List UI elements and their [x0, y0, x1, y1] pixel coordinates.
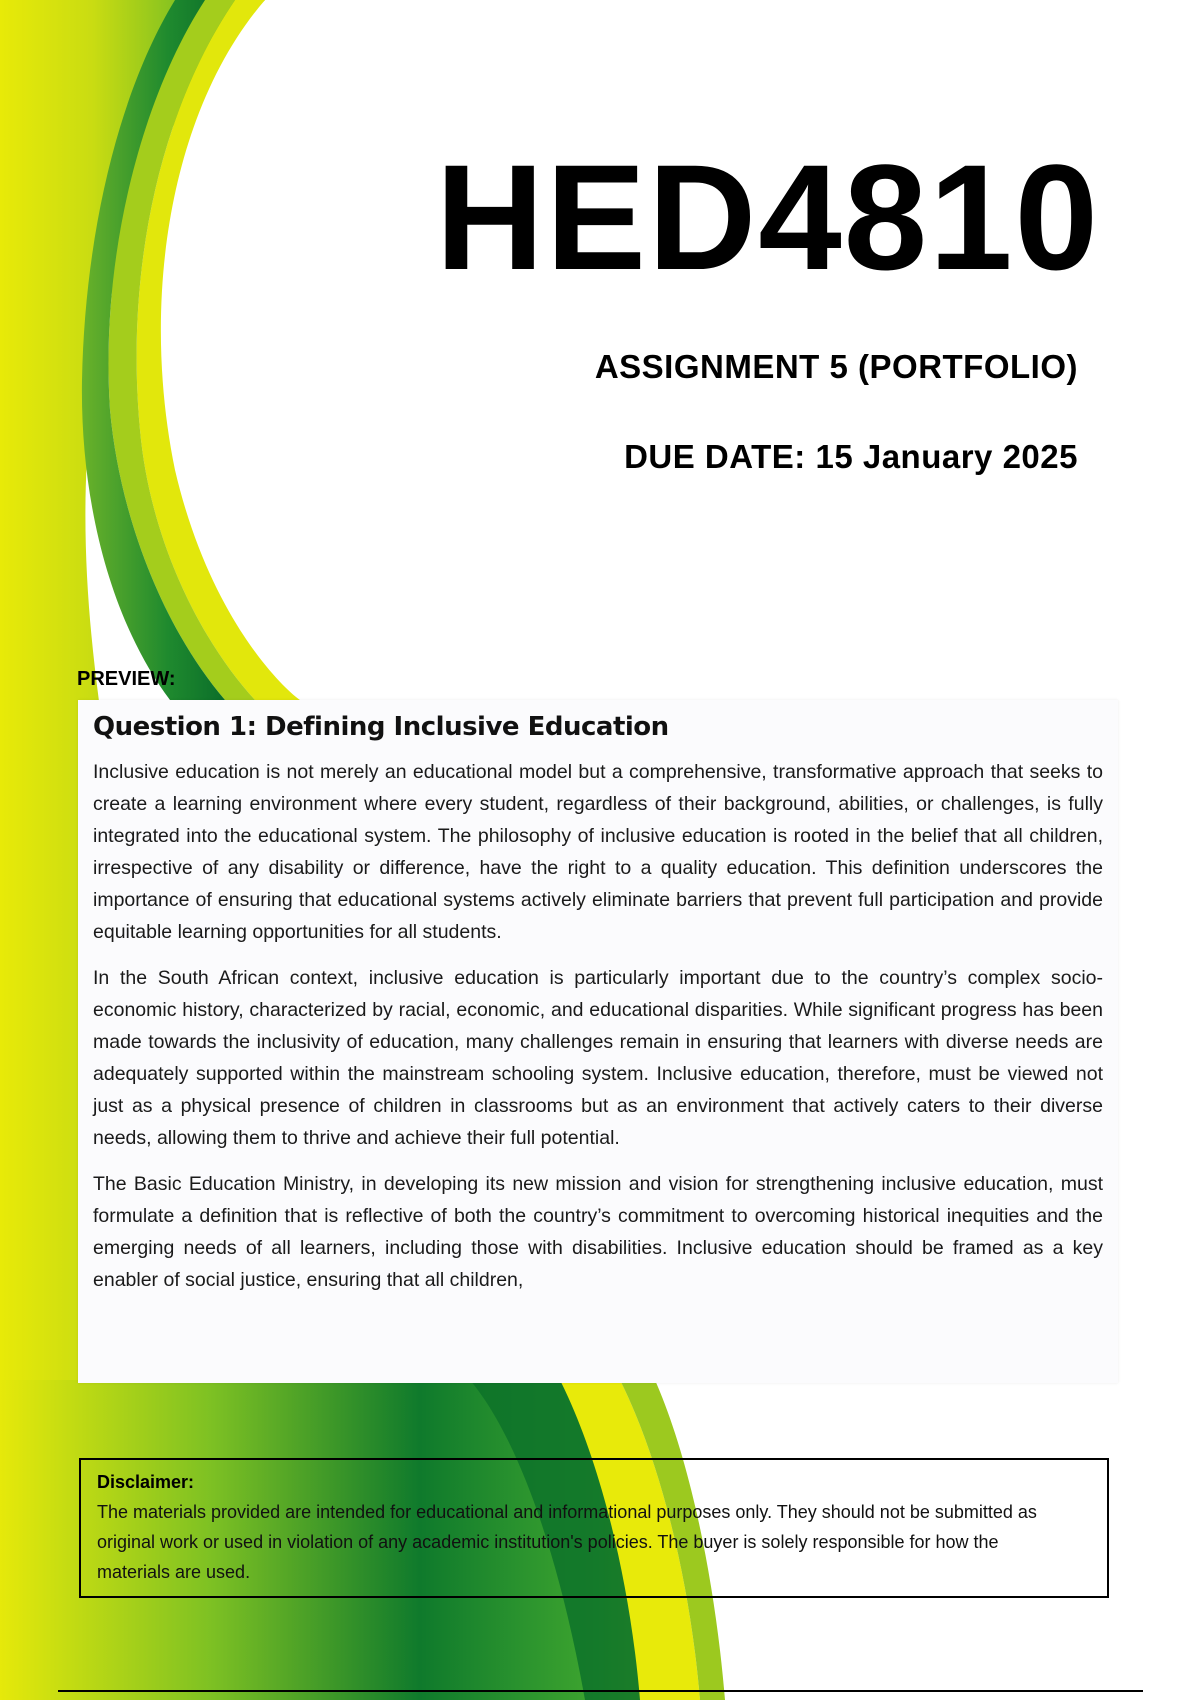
preview-fade-overlay [78, 1355, 1118, 1383]
preview-paragraph-1: Inclusive education is not merely an educational model but a comprehensive, transformative approach that seeks to create a learning environment where every student, regardless of their background, abilities, or challenges, is fully integrated into the educational system. The philosophy of inclusive education is rooted in the belief that all children, irrespective of any disability or difference, have the right to a quality education. This definition underscores the importance of ensuring that educational systems actively eliminate barriers that prevent full participation and provide equitable learning opportunities for all students. [93, 761, 1103, 943]
bottom-divider [58, 1690, 1143, 1692]
disclaimer-box [79, 1458, 1109, 1598]
disclaimer-title: Disclaimer: [97, 1472, 195, 1492]
disclaimer-text: The materials provided are intended for educational and informational purposes only. They should not be submitted as original work or used in violation of any academic institution's policies. The buyer is solely responsible for how the materials are used. [97, 1502, 1037, 1582]
course-code-title: HED4810 [435, 133, 1100, 301]
preview-excerpt [78, 700, 1118, 1383]
preview-paragraph-2: In the South African context, inclusive education is particularly important due to the country’s complex socio-economic history, characterized by racial, economic, and educational disparities. While significant progress has been made towards the inclusivity of education, many challenges remain in ensuring that learners with diverse needs are adequately supported within the mainstream schooling system. Inclusive education, therefore, must be viewed not just as a physical presence of children in classrooms but as an environment that actively caters to their diverse needs, allowing them to thrive and achieve their full potential. [93, 967, 1103, 1149]
assignment-title: ASSIGNMENT 5 (PORTFOLIO) [594, 348, 1078, 385]
due-date: DUE DATE: 15 January 2025 [624, 438, 1078, 475]
question-heading: Question 1: Defining Inclusive Education [93, 712, 669, 742]
preview-paragraph-3: The Basic Education Ministry, in developing its new mission and vision for strengthening inclusive education, must formulate a definition that is reflective of both the country’s commitment to overcoming historical inequities and the emerging needs of all learners, including those with disabilities. Inclusive education should be framed as a key enabler of social justice, ensuring that all children, [93, 1173, 1103, 1291]
preview-label: PREVIEW: [77, 668, 176, 690]
